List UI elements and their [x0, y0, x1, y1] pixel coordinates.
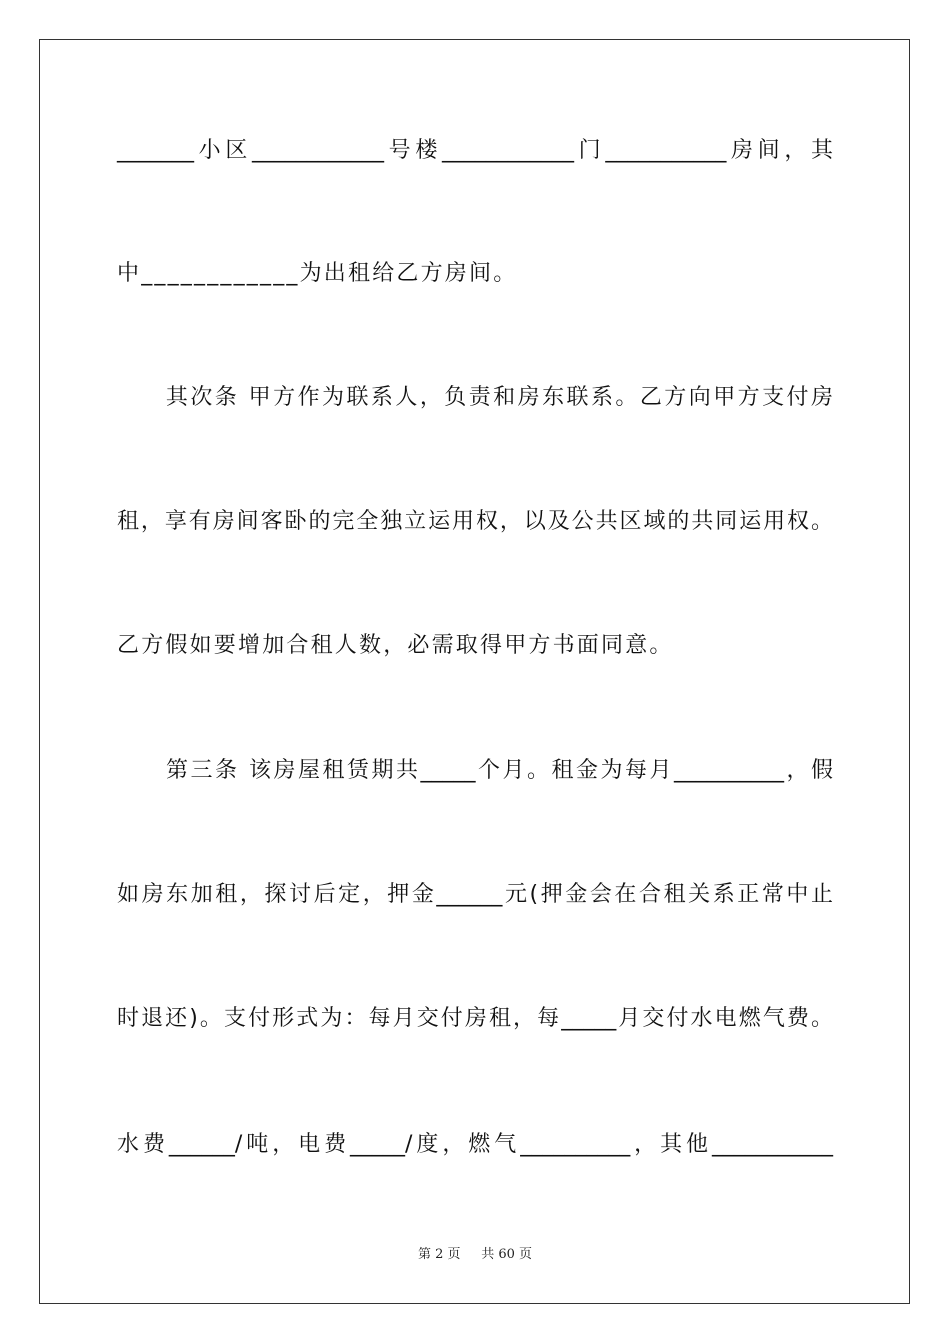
- page-footer: [0, 1246, 950, 1264]
- body-line-6: 第三条 该房屋租赁期共_____个月。租金为每月__________，假: [117, 758, 833, 783]
- body-line-4: 租，享有房间客卧的完全独立运用权，以及公共区域的共同运用权。: [117, 509, 833, 534]
- body-line-9: 水费______/吨，电费_____/度，燃气__________，其他___________: [117, 1132, 833, 1157]
- body-line-7: 如房东加租，探讨后定，押金______元(押金会在合租关系正常中止: [117, 882, 833, 907]
- page-border: [39, 39, 910, 1304]
- page-total: 共 60 页: [481, 1247, 533, 1262]
- body-line-1: _______小区____________号楼____________门___________房间，其: [117, 138, 833, 163]
- body-line-3: 其次条 甲方作为联系人，负责和房东联系。乙方向甲方支付房: [117, 385, 833, 410]
- page-number: 第 2 页: [417, 1247, 461, 1262]
- body-line-8: 时退还)。支付形式为：每月交付房租，每_____月交付水电燃气费。: [117, 1006, 833, 1031]
- body-line-2: 中____________为出租给乙方房间。: [117, 261, 518, 286]
- body-line-5: 乙方假如要增加合租人数，必需取得甲方书面同意。: [117, 633, 674, 658]
